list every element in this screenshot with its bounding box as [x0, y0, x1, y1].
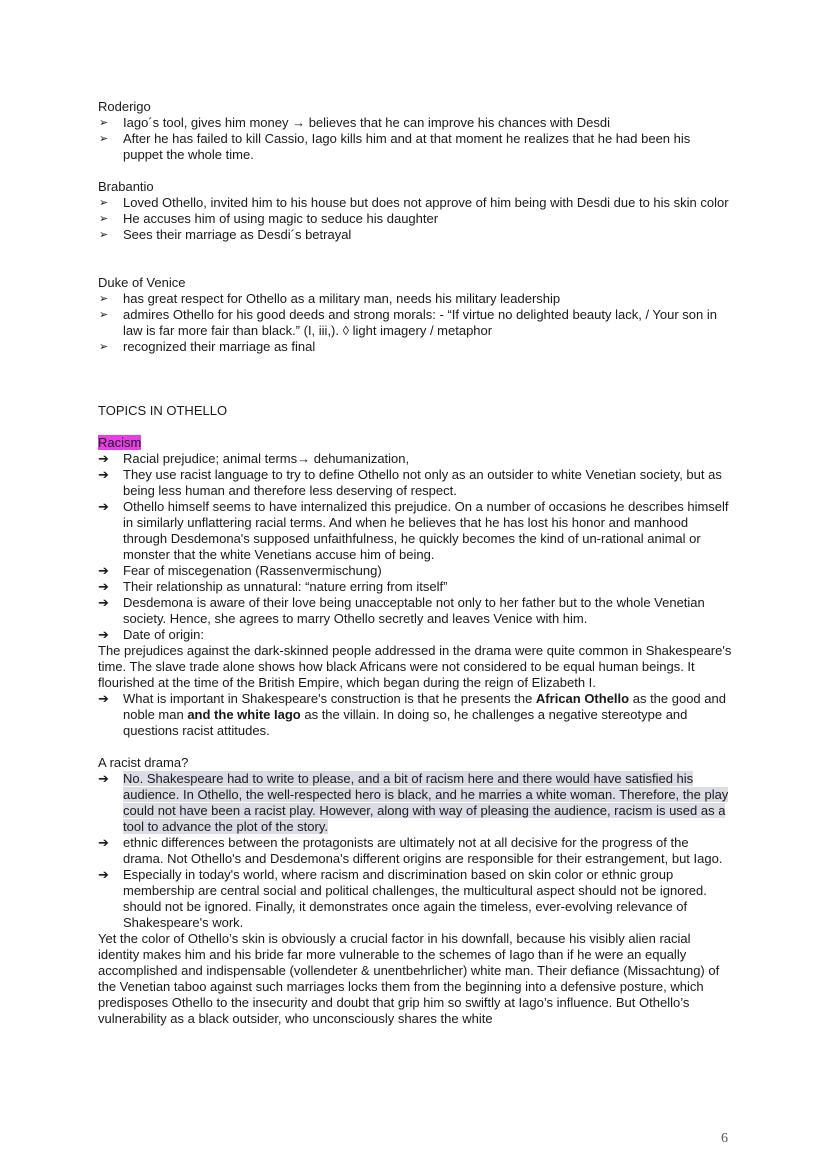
list-item: ➔ Especially in today's world, where racism and discrimination based on skin color or ethnic group membership are central social and political challenges, the multicultural aspect should not be ignored. should not be ignored. Finally, it demonstrates once again the timeless, ever-evolving relevance of Shakespeare's work. [98, 867, 707, 930]
list-item: ➢ He accuses him of using magic to seduce his daughter [99, 211, 439, 226]
list-item: ➔ They use racist language to try to define Othello not only as an outsider to white Venetian society, but as being less human and therefore less deserving of respect. [98, 467, 722, 498]
page-number: 6 [721, 1131, 728, 1146]
bullet-icon: ➢ [99, 229, 109, 241]
arrow-icon: ➔ [98, 451, 109, 466]
racism-heading [98, 435, 732, 451]
list-item: ➢ After he has failed to kill Cassio, Iago kills him and at that moment he realizes that he had been his puppet the whole time. [99, 131, 691, 162]
list-item: ➔ ethnic differences between the protagonists are ultimately not at all decisive for the progress of the drama. Not Othello's and Desdemona's different origins are responsible for their estrangement, but Iago. [98, 835, 723, 866]
document-page [98, 99, 732, 1027]
arrow-icon: ➔ [98, 499, 109, 514]
list-item: ➔ Desdemona is aware of their love being unacceptable not only to her father but to the whole Venetian society. Hence, she agrees to marry Othello secretly and leaves Venice with him. [98, 595, 705, 626]
arrow-icon: ➔ [98, 595, 109, 610]
topics-heading: TOPICS IN OTHELLO [98, 403, 228, 418]
list-item: ➢ Sees their marriage as Desdi´s betrayal [99, 227, 352, 242]
bullet-icon: ➢ [99, 213, 109, 225]
arrow-icon: ➔ [98, 467, 109, 482]
duke-heading: Duke of Venice [98, 275, 186, 290]
bullet-icon: ➢ [99, 197, 109, 209]
arrow-icon: ➔ [98, 691, 109, 706]
list-item: ➔ Racial prejudice; animal terms→ dehumanization, [98, 451, 410, 466]
bullet-icon: ➢ [99, 309, 109, 321]
racism-highlight: Racism [98, 435, 142, 450]
arrow-icon: ➔ [98, 563, 109, 578]
roderigo-list [98, 115, 732, 163]
list-item: ➢ Iago´s tool, gives him money → believes that he can improve his chances with Desdi [99, 115, 611, 130]
bullet-icon: ➢ [99, 293, 109, 305]
list-item: ➔ Othello himself seems to have internalized this prejudice. On a number of occasions he describes himself in similarly unflattering racial terms. And when he believes that he has lost his honor and manhood through Desdemona's supposed unfaithfulness, he quickly becomes the kind of un-rational animal or monster that the white Venetians accuse him of being. [98, 499, 729, 562]
list-item: ➢ recognized their marriage as final [99, 339, 316, 354]
list-item: ➔ Fear of miscegenation (Rassenvermischung) [98, 563, 382, 578]
list-item: ➔ What is important in Shakespeare's construction is that he presents the African Othello as the good and noble man and the white Iago as the villain. In doing so, he challenges a negative stereotype and questions racist attitudes. [98, 691, 726, 738]
brabantio-list [98, 195, 732, 243]
brabantio-heading: Brabantio [98, 179, 154, 194]
list-item: ➢ Loved Othello, invited him to his house but does not approve of him being with Desdi due to his skin color [99, 195, 729, 210]
closing-paragraph: Yet the color of Othello’s skin is obviously a crucial factor in his downfall, because his visibly alien racial identity makes him and his bride far more vulnerable to the schemes of Iago than if he were an equally accomplished and indispensable (vollendeter & unentbehrlicher) white man. Their defiance (Missachtung) of the Venetian taboo against such marriages locks them from the beginning into a defensive posture, which predisposes Othello to the insecurity and doubt that grip him so swiftly at Iago’s influence. But Othello’s vulnerability as a black outsider, who unconsciously shares the white [98, 931, 720, 1026]
arrow-icon: ➔ [98, 579, 109, 594]
arrow-icon: ➔ [98, 771, 109, 786]
highlighted-text: No. Shakespeare had to write to please, and a bit of racism here and there would have satisfied his audience. In Othello, the well-respected hero is black, and he marries a white woman. Therefore, the play could not have been a racist play. However, along with way of pleasing the audience, racism is used as a tool to advance the plot of the story. [123, 771, 729, 834]
list-item: ➔ Their relationship as unnatural: “nature erring from itself” [98, 579, 448, 594]
list-item: ➢ admires Othello for his good deeds and strong morals: - “If virtue no delighted beauty lack, / Your son in law is far more fair than black.” (I, iii,). ◊ light imagery / metaphor [99, 307, 718, 338]
list-item: ➔ Date of origin: [98, 627, 204, 642]
list-item: ➢ has great respect for Othello as a military man, needs his military leadership [99, 291, 561, 306]
racist-drama-heading: A racist drama? [98, 755, 189, 770]
arrow-icon: ➔ [98, 627, 109, 642]
construction-list [98, 691, 732, 739]
roderigo-heading: Roderigo [98, 99, 151, 114]
arrow-icon: ➔ [98, 835, 109, 850]
duke-list [98, 291, 732, 355]
drama-list [98, 771, 732, 931]
bullet-icon: ➢ [99, 117, 109, 129]
racism-list [98, 451, 732, 643]
arrow-icon: ➔ [98, 867, 109, 882]
bullet-icon: ➢ [99, 341, 109, 353]
list-item [98, 771, 732, 835]
origin-paragraph: The prejudices against the dark-skinned people addressed in the drama were quite common in Shakespeare's time. The slave trade alone shows how black Africans were not considered to be equal human beings. It flourished at the time of the British Empire, which began during the reign of Elizabeth I. [98, 643, 732, 690]
bullet-icon: ➢ [99, 133, 109, 145]
